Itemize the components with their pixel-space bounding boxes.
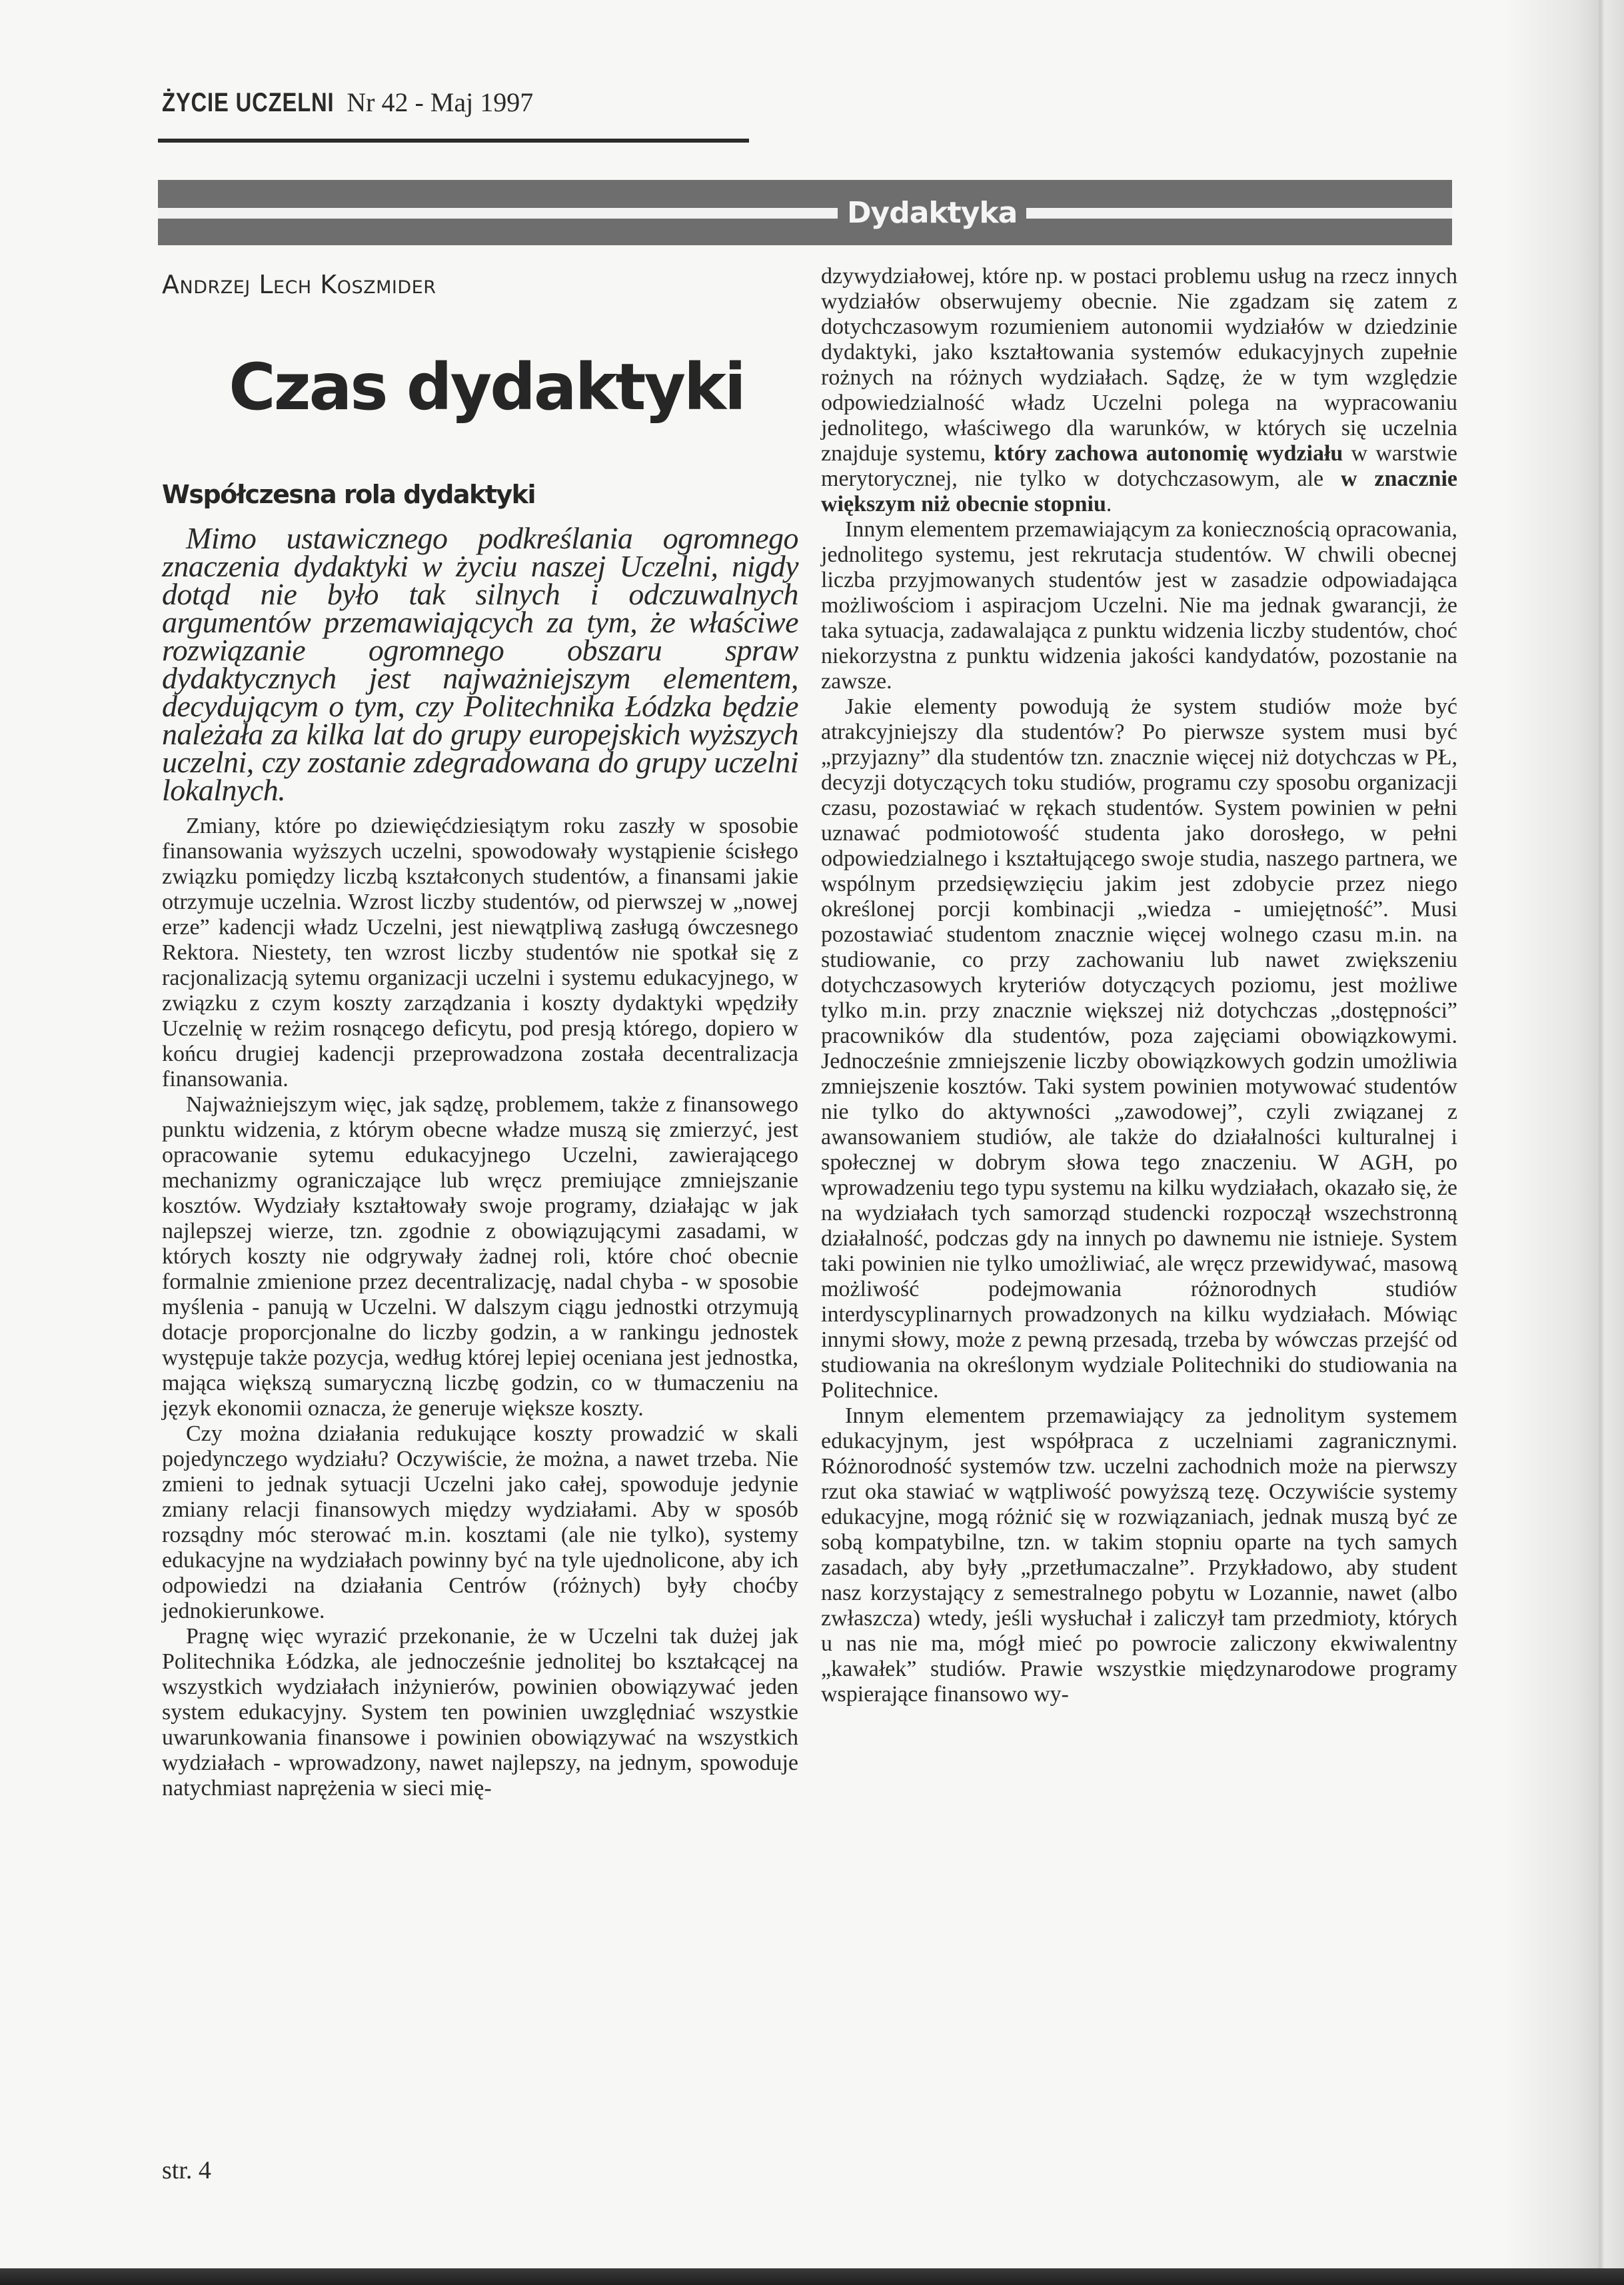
- article-author: Andrzej Lech Koszmider: [162, 270, 436, 299]
- article-lead: Mimo ustawicznego podkreślania ogromnego znaczenia dydaktyki w życiu naszej Uczelni, nigdy dotąd nie było tak silnych i odczuwalnych argumentów przemawiających za tym, że właściwe rozwiązanie ogromnego obszaru spraw dydaktycznych jest najważniejszym elementem, decydującym o tym, czy Politechnika Łódzka będzie należała za kilka lat do grupy europejskich wyższych uczelni, czy zostanie zdegradowana do grupy uczelni lokalnych.: [162, 521, 798, 807]
- right-column: [821, 264, 1457, 1707]
- emphasis-text: w znacznie większym niż obecnie stopniu: [821, 466, 1457, 516]
- section-label-box: [838, 180, 1026, 245]
- masthead: [162, 87, 533, 118]
- masthead-rule: [158, 139, 749, 143]
- continuation-paragraph: [821, 264, 1457, 517]
- article-title: Czas dydaktyki: [229, 350, 744, 424]
- body-paragraph: Zmiany, które po dziewięćdziesiątym roku zaszły w sposobie finansowania wyższych uczelni, spowodowały wystąpienie ścisłego związku pomiędzy liczbą kształconych studentów, a finansami jakie otrzymuje uczelnia. Wzrost liczby studentów, od pierwszej w „nowej erze” kadencji władz Uczelni, jest niewątpliwą zasługą ówczesnego Rektora. Niestety, ten wzrost liczby studentów nie spotkał się z racjonalizacją sytemu organizacji uczelni i systemu edukacyjnego, w związku z czym koszty zarządzania i koszty dydaktyki wpędziły Uczelnię w reżim rosnącego deficytu, pod presją którego, dopiero w końcu drugiej kadencji przeprowadzona została decentralizacja finansowania.: [162, 814, 798, 1092]
- publication-name: ŻYCIE UCZELNI: [162, 88, 335, 117]
- continuation-text: w warstwie merytorycznej, nie tylko w dotychczasowym, ale: [821, 441, 1457, 491]
- body-paragraph: Czy można działania redukujące koszty prowadzić w skali pojedynczego wydziału? Oczywiście, że można, a nawet trzeba. Nie zmieni to jednak sytuacji Uczelni jako całej, spowoduje jedynie zmiany relacji finansowych między wydziałami. Aby w sposób rozsądny móc sterować m.in. kosztami (ale nie tylko), systemy edukacyjne na wydziałach powinny być na tyle ujednolicone, aby ich odpowiedzi na działania Centrów (różnych) były choćby jednokierunkowe.: [162, 1421, 798, 1623]
- section-band-stripe: [158, 208, 1452, 219]
- body-paragraph: Najważniejszym więc, jak sądzę, problemem, także z finansowego punktu widzenia, z którym obecne władze muszą się zmierzyć, jest opracowanie sytemu edukacyjnego Uczelni, zawierającego mechanizmy ograniczające lub wręcz premiujące zmniejszanie kosztów. Wydziały kształtowały swoje programy, działając w jak najlepszej wierze, tzn. zgodnie z obowiązującymi zasadami, w których koszty nie odgrywały żadnej roli, które choć obecnie formalnie zmienione przez decentralizację, nadal chyba - w sposobie myślenia - panują w Uczelni. W dalszym ciągu jednostki otrzymują dotacje proporcjonalne do liczby godzin, a w rankingu jednostek występuje także pozycja, według której lepiej oceniana jest jednostka, mająca większą sumaryczną liczbę godzin, co w tłumaczeniu na język ekonomii oznacza, że generuje większe koszty.: [162, 1092, 798, 1421]
- body-paragraph: Innym elementem przemawiającym za koniecznością opracowania, jednolitego systemu, jest rekrutacja studentów. W chwili obecnej liczba przyjmowanych studentów jest w zasadzie odpowiadająca możliwościom i aspiracjom Uczelni. Nie ma jednak gwarancji, że taka sytuacja, zadawalająca z punktu widzenia liczby studentów, choć niekorzystna z punktu widzenia jakości kandydatów, pozostanie na zawsze.: [821, 517, 1457, 694]
- page-number: str. 4: [162, 2156, 211, 2184]
- section-label: Dydaktyka: [847, 195, 1018, 230]
- body-paragraph: Jakie elementy powodują że system studiów może być atrakcyjniejszy dla studentów? Po pierwsze system musi być „przyjazny” dla studentów tzn. znacznie więcej niż dotychczas w PŁ, decyzji dotyczących toku studiów, programu czy sposobu organizacji czasu, pozostawiać w rękach studentów. System powinien w pełni uznawać podmiotowość studenta jako dorosłego, w pełni odpowiedzialnego i kształtującego swoje studia, naszego partnera, we wspólnym przedsięwzięciu jakim jest zdobycie przez niego określonej porcji kombinacji „wiedza - umiejętność”. Musi pozostawiać studentom znacznie więcej wolnego czasu m.in. na studiowanie, co przy zachowaniu lub nawet zwiększeniu dotychczasowych kryteriów dotyczących poziomu, jest możliwe tylko m.in. przy znacznie większej niż dotychczas „dostępności” pracowników dla studentów, poza zajęciami obowiązkowymi. Jednocześnie zmniejszenie liczby obowiązkowych godzin umożliwia zmniejszenie kosztów. Taki system powinien motywować studentów nie tylko do aktywności „zawodowej”, czyli związanej z awansowaniem studiów, ale także do działalności kulturalnej i społecznej w dobrym słowa tego znaczeniu. W AGH, po wprowadzeniu tego typu systemu na kilku wydziałach, okazało się, że na wydziałach tych samorząd studencki rozpoczął wszechstronną działalność, podczas gdy na innych po dawnemu nie istnieje. System taki powinien nie tylko umożliwiać, ale wręcz przewidywać, masową możliwość podejmowania różnorodnych studiów interdyscyplinarnych prowadzonych na kilku wydziałach. Mówiąc innymi słowy, może z pewną przesadą, trzeba by wówczas przejść od studiowania na określonym wydziale Politechniki do studiowania na Politechnice.: [821, 694, 1457, 1403]
- emphasis-text: który zachowa autonomię wydziału: [994, 441, 1343, 466]
- body-paragraph: Pragnę więc wyrazić przekonanie, że w Uczelni tak dużej jak Politechnika Łódzka, ale jednocześnie jednolitej bo kształcącej na wszystkich wydziałach inżynierów, powinien obowiązywać jeden system edukacyjny. System ten powinien uwzględniać wszystkie uwarunkowania finansowe i powinien obowiązywać na wszystkich wydziałach - wprowadzony, nawet najlepszy, na jednym, spowoduje natychmiast naprężenia w sieci mię-: [162, 1624, 798, 1801]
- article-subheading: Współczesna rola dydaktyki: [162, 480, 535, 509]
- page-gutter-shadow: [1504, 0, 1624, 2285]
- continuation-text: dzywydziałowej, które np. w postaci problemu usług na rzecz innych wydziałów obserwujemy obecnie. Nie zgadzam się zatem z dotychczasowym rozumieniem autonomii wydziałów w dziedzinie dydaktyki, jako kształtowania systemów edukacyjnych zupełnie rożnych na różnych wydziałach. Sądzę, że w tym względzie odpowiedzialność władz Uczelni polega na wypracowaniu jednolitego, właściwego dla warunków, w których się uczelnia znajduje systemu,: [821, 264, 1457, 466]
- left-column: [162, 521, 798, 1801]
- continuation-text: .: [1106, 492, 1112, 516]
- section-band: [158, 180, 1452, 245]
- body-paragraph: Innym elementem przemawiający za jednolitym systemem edukacyjnym, jest współpraca z uczelniami zagranicznymi. Różnorodność systemów tzw. uczelni zachodnich może na pierwszy rzut oka stawiać w wątpliwość powyższą tezę. Oczywiście systemy edukacyjne, mogą różnić się w rozwiązaniach, jednak muszą być ze sobą kompatybilne, tzn. w takim stopniu oparte na tych samych zasadach, aby były „przetłumaczalne”. Przykładowo, aby student nasz korzystający z semestralnego pobytu w Lozannie, nawet (albo zwłaszcza) wtedy, jeśli wysłuchał i zaliczył tam przedmioty, których u nas nie ma, mógł mieć po powrocie zaliczony ekwiwalentny „kawałek” studiów. Prawie wszystkie międzynarodowe programy wspierające finansowo wy-: [821, 1403, 1457, 1707]
- issue-info: Nr 42 - Maj 1997: [347, 87, 534, 117]
- scan-bottom-edge: [0, 2268, 1624, 2285]
